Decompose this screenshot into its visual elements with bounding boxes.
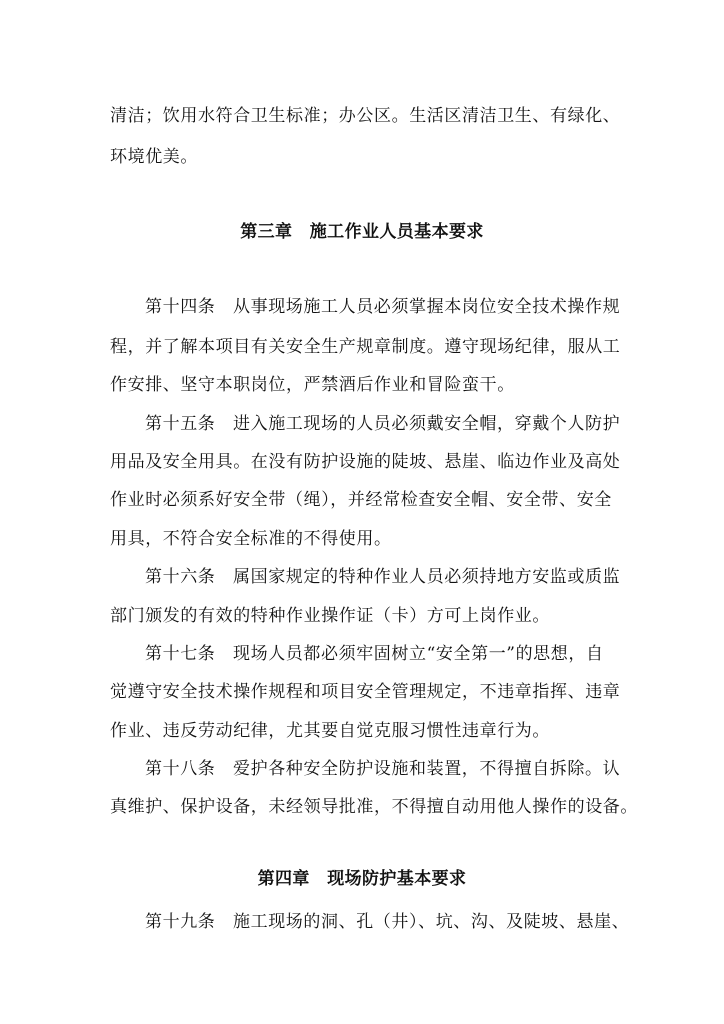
chapter-3-title: 第三章 施工作业人员基本要求 — [240, 222, 484, 242]
article-18-line-2: 真维护、保护设备，未经领导批准，不得擅自动用他人操作的设备。 — [110, 797, 638, 817]
article-14-line-3: 作安排、坚守本职岗位，严禁酒后作业和冒险蛮干。 — [110, 375, 515, 395]
article-15-line-4: 用具，不符合安全标准的不得使用。 — [110, 529, 392, 549]
article-17-line-1: 第十七条 现场人员都必须牢固树立“安全第一”的思想，自 — [145, 644, 604, 664]
article-15-line-1: 第十五条 进入施工现场的人员必须戴安全帽，穿戴个人防护 — [145, 414, 621, 434]
intro-line-2: 环境优美。 — [110, 147, 198, 167]
article-18-line-1: 第十八条 爱护各种安全防护设施和装置，不得擅自拆除。认 — [145, 759, 621, 779]
article-15-line-2: 用品及安全用具。在没有防护设施的陡坡、悬崖、临边作业及高处 — [110, 452, 621, 472]
article-16-line-2: 部门颁发的有效的特种作业操作证（卡）方可上岗作业。 — [110, 606, 550, 626]
chapter-4-title: 第四章 现场防护基本要求 — [257, 869, 467, 889]
article-17-line-2: 觉遵守安全技术操作规程和项目安全管理规定，不违章指挥、违章 — [110, 682, 621, 702]
article-14-line-1: 第十四条 从事现场施工人员必须掌握本岗位安全技术操作规 — [145, 297, 621, 317]
intro-line-1: 清洁；饮用水符合卫生标准；办公区。生活区清洁卫生、有绿化、 — [110, 106, 621, 126]
article-17-line-3: 作业、违反劳动纪律，尤其要自觉克服习惯性违章行为。 — [110, 721, 550, 741]
article-14-line-2: 程，并了解本项目有关安全生产规章制度。遵守现场纪律，服从工 — [110, 337, 621, 357]
article-19-line-1: 第十九条 施工现场的洞、孔（井）、坑、沟、及陡坡、悬崖、 — [145, 912, 630, 932]
article-15-line-3: 作业时必须系好安全带（绳），并经常检查安全帽、安全带、安全 — [110, 490, 612, 510]
article-16-line-1: 第十六条 属国家规定的特种作业人员必须持地方安监或质监 — [145, 567, 621, 587]
